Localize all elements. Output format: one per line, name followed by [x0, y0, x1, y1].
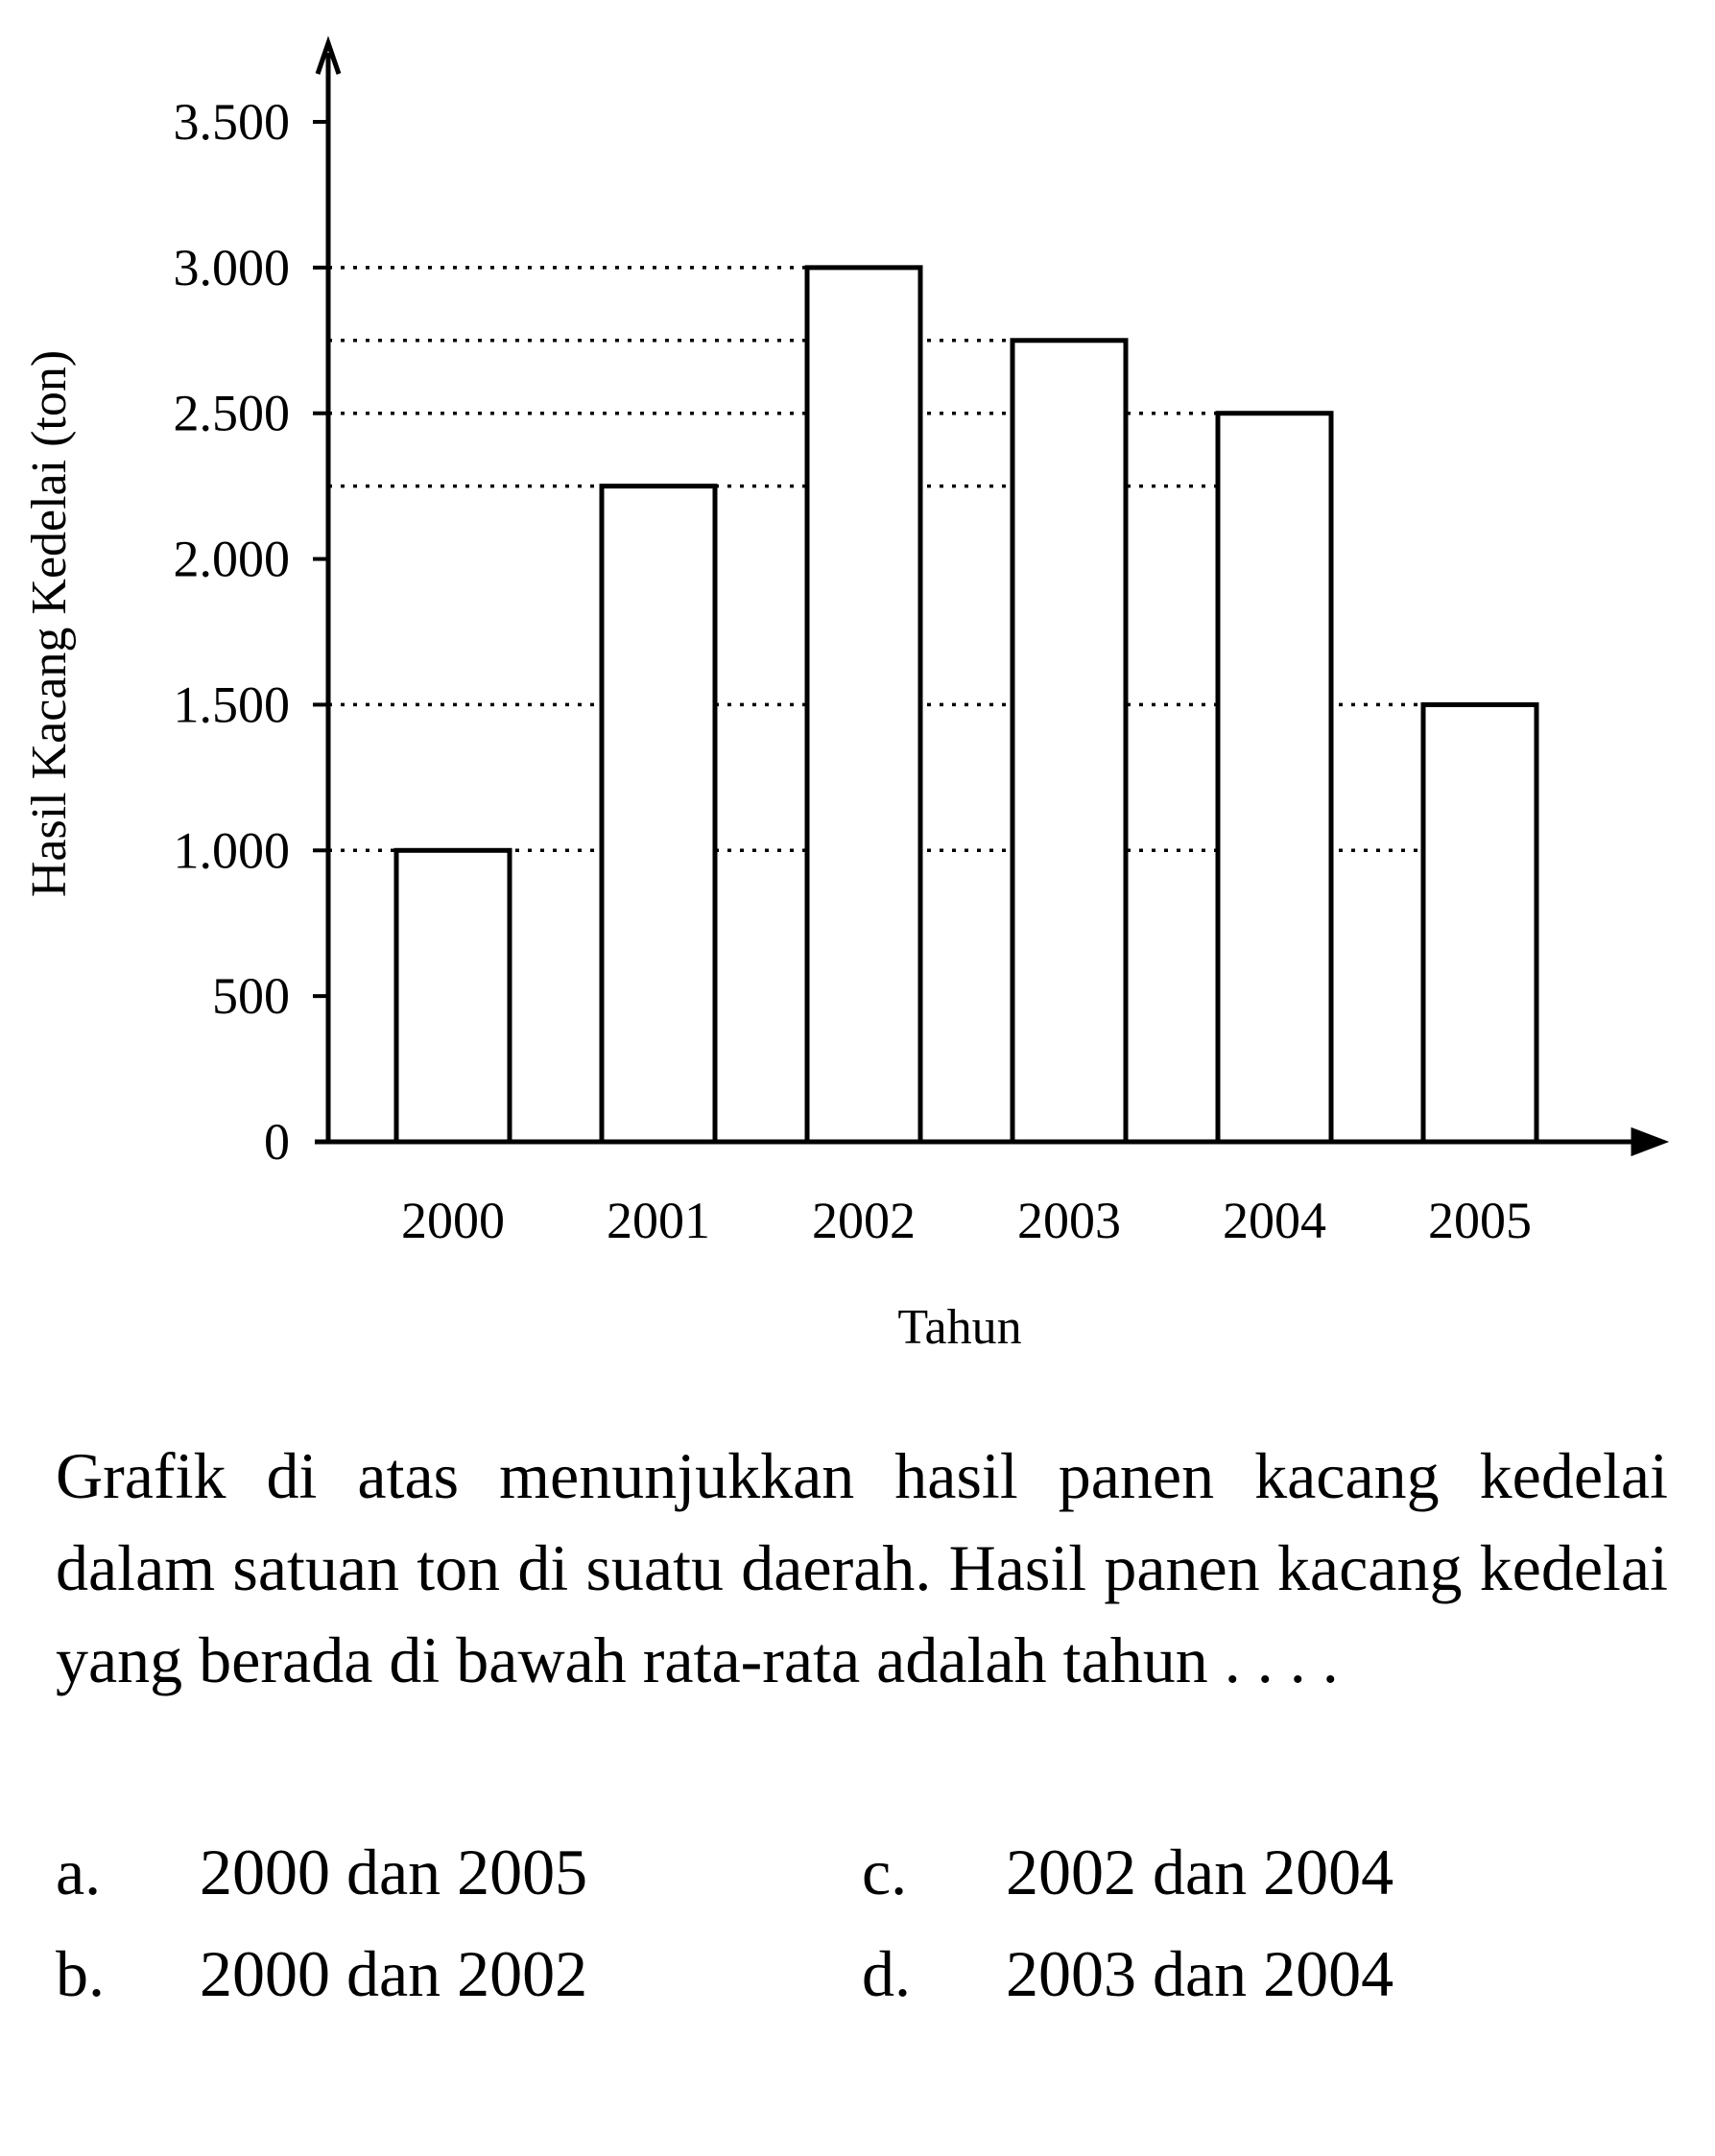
y-tick-label-1500: 1.500	[173, 675, 290, 734]
option-a-text: 2000 dan 2005	[200, 1836, 588, 1908]
options-row-2	[56, 1923, 1668, 2025]
x-tick-label-2000: 2000	[401, 1192, 505, 1249]
x-tick-label-2002: 2002	[812, 1192, 916, 1249]
bar-2004	[1218, 414, 1331, 1142]
y-tick-label-2000: 2.000	[173, 530, 290, 588]
x-tick-label-2001: 2001	[607, 1192, 710, 1249]
y-tick-label-3500: 3.500	[173, 93, 290, 151]
option-b-letter: b.	[56, 1937, 105, 2010]
bar-2001	[602, 486, 715, 1142]
y-tick-label-3000: 3.000	[173, 238, 290, 296]
x-tick-labels	[401, 1192, 1532, 1249]
question-text: Grafik di atas menunjukkan hasil panen kacang kedelai dalam satuan ton di suatu daerah. Hasil panen kacang kedelai yang berada di bawah rata-rata adalah tahun . . . .	[56, 1439, 1668, 1696]
answer-options	[56, 1821, 1668, 2025]
option-b-text: 2000 dan 2002	[200, 1937, 588, 2010]
option-a-letter: a.	[56, 1836, 102, 1908]
y-tick-labels	[174, 93, 291, 1171]
x-tick-label-2005: 2005	[1428, 1192, 1532, 1249]
y-tick-label-1000: 1.000	[173, 821, 290, 880]
x-tick-label-2003: 2003	[1017, 1192, 1121, 1249]
y-axis-label: Hasil Kacang Kedelai (ton)	[22, 349, 77, 898]
bar-2003	[1012, 341, 1126, 1142]
option-d-text: 2003 dan 2004	[1006, 1937, 1394, 2010]
option-d-letter: d.	[862, 1937, 911, 2010]
y-tick-label-2500: 2.500	[173, 384, 290, 442]
bar-2002	[807, 268, 920, 1142]
x-axis-arrow	[1632, 1129, 1665, 1154]
bar-2005	[1423, 704, 1536, 1142]
x-axis-label: Tahun	[897, 1300, 1022, 1355]
x-tick-label-2004: 2004	[1223, 1192, 1326, 1249]
option-c-text: 2002 dan 2004	[1006, 1836, 1394, 1908]
option-c-letter: c.	[862, 1836, 908, 1908]
options-row-1	[56, 1821, 1668, 1923]
bar-2000	[396, 850, 510, 1142]
reference-lines	[328, 268, 1536, 850]
y-tick-label-0: 0	[264, 1113, 290, 1171]
y-tick-label-500: 500	[212, 967, 290, 1026]
